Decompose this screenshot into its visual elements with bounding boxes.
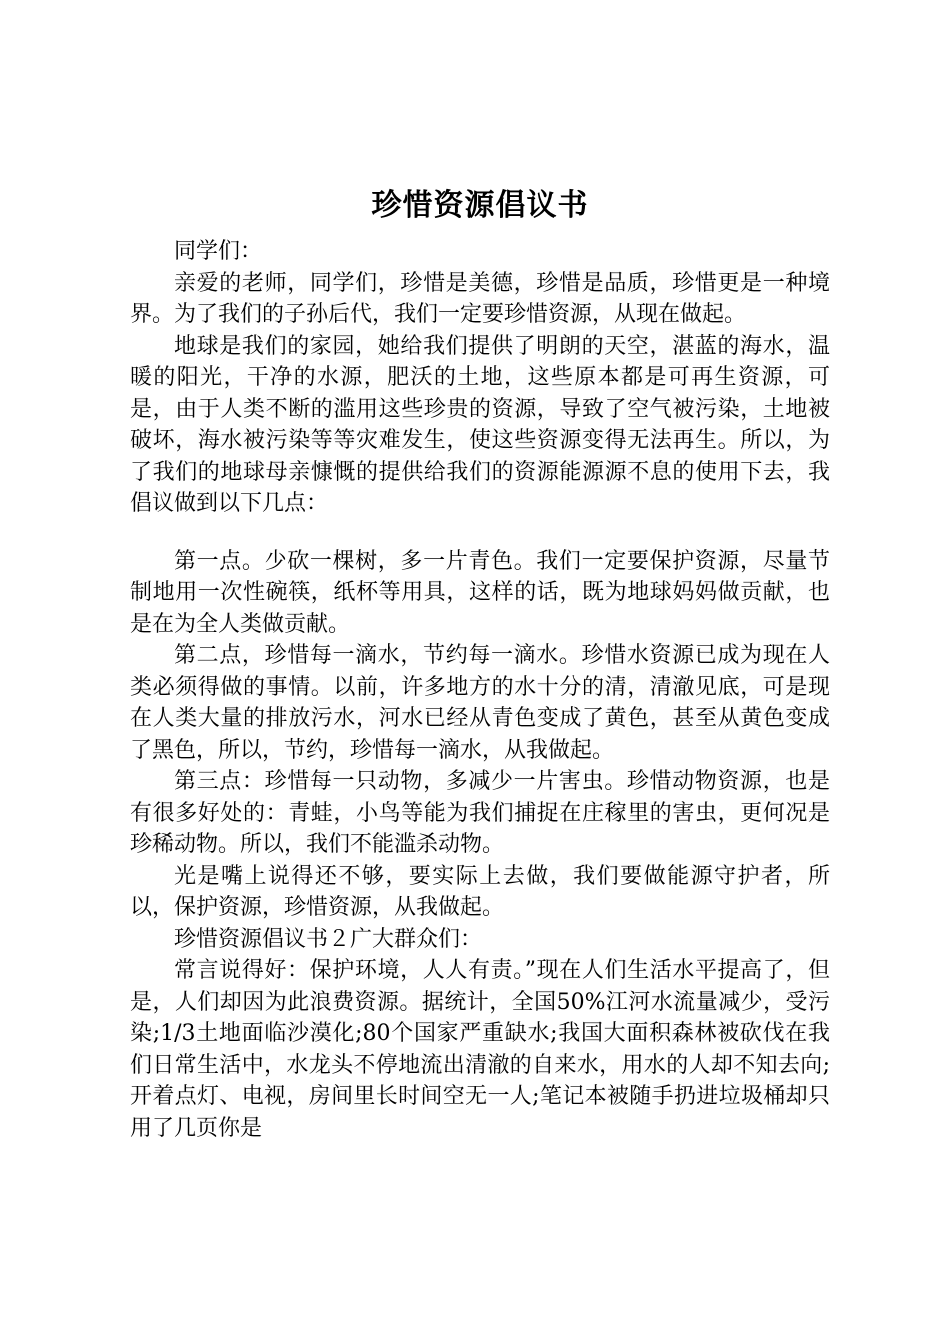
salutation: 同学们： — [174, 239, 263, 264]
paragraph-point-three: 第三点：珍惜每一只动物，多减少一片害虫。珍惜动物资源，也是有很多好处的：青蛙，小鸟等能为我们捕捉在庄稼里的害虫，更何况是珍稀动物。所以，我们不能滥杀动物。 — [130, 769, 830, 857]
paragraph-gap — [130, 520, 830, 546]
document-page — [130, 178, 830, 1144]
document-title: 珍惜资源倡议书 — [371, 188, 589, 223]
paragraph-earth: 地球是我们的家园，她给我们提供了明朗的天空，湛蓝的海水，温暖的阳光，干净的水源，肥沃的土地，这些原本都是可再生资源，可是，由于人类不断的滥用这些珍贵的资源，导致了空气被污染，土地被破坏，海水被污染等等灾难发生，使这些资源变得无法再生。所以，为了我们的地球母亲慷慨的提供给我们的资源能源源不息的使用下去，我倡议做到以下几点： — [130, 333, 830, 516]
second-letter-salutation: 珍惜资源倡议书２广大群众们： — [174, 926, 483, 952]
paragraph-point-one: 第一点。少砍一棵树，多一片青色。我们一定要保护资源，尽量节制地用一次性碗筷，纸杯等用具，这样的话，既为地球妈妈做贡献，也是在为全人类做贡献。 — [130, 548, 830, 637]
paragraph-second-letter: 常言说得好：保护环境，人人有责。”现在人们生活水平提高了，但是，人们却因为此浪费资源。据统计，全国50%江河水流量减少，受污染;1/3土地面临沙漠化;80个国家严重缺水;我国大面积森林被砍伐在我们日常生活中，水龙头不停地流出清澈的自来水，用水的人却不知去向;开着点灯、电视，房间里长时间空无一人;笔记本被随手扔进垃圾桶却只用了几页你是 — [130, 958, 830, 1141]
paragraph-conclusion: 光是嘴上说得还不够，要实际上去做，我们要做能源守护者，所以，保护资源，珍惜资源，从我做起。 — [130, 863, 830, 920]
paragraph-intro: 亲爱的老师，同学们，珍惜是美德，珍惜是品质，珍惜更是一种境界。为了我们的子孙后代，我们一定要珍惜资源，从现在做起。 — [130, 270, 830, 327]
paragraph-point-two: 第二点，珍惜每一滴水，节约每一滴水。珍惜水资源已成为现在人类必须得做的事情。以前，许多地方的水十分的清，清澈见底，可是现在人类大量的排放污水，河水已经从青色变成了黄色，甚至从黄色变成了黑色，所以，节约，珍惜每一滴水，从我做起。 — [130, 643, 830, 763]
